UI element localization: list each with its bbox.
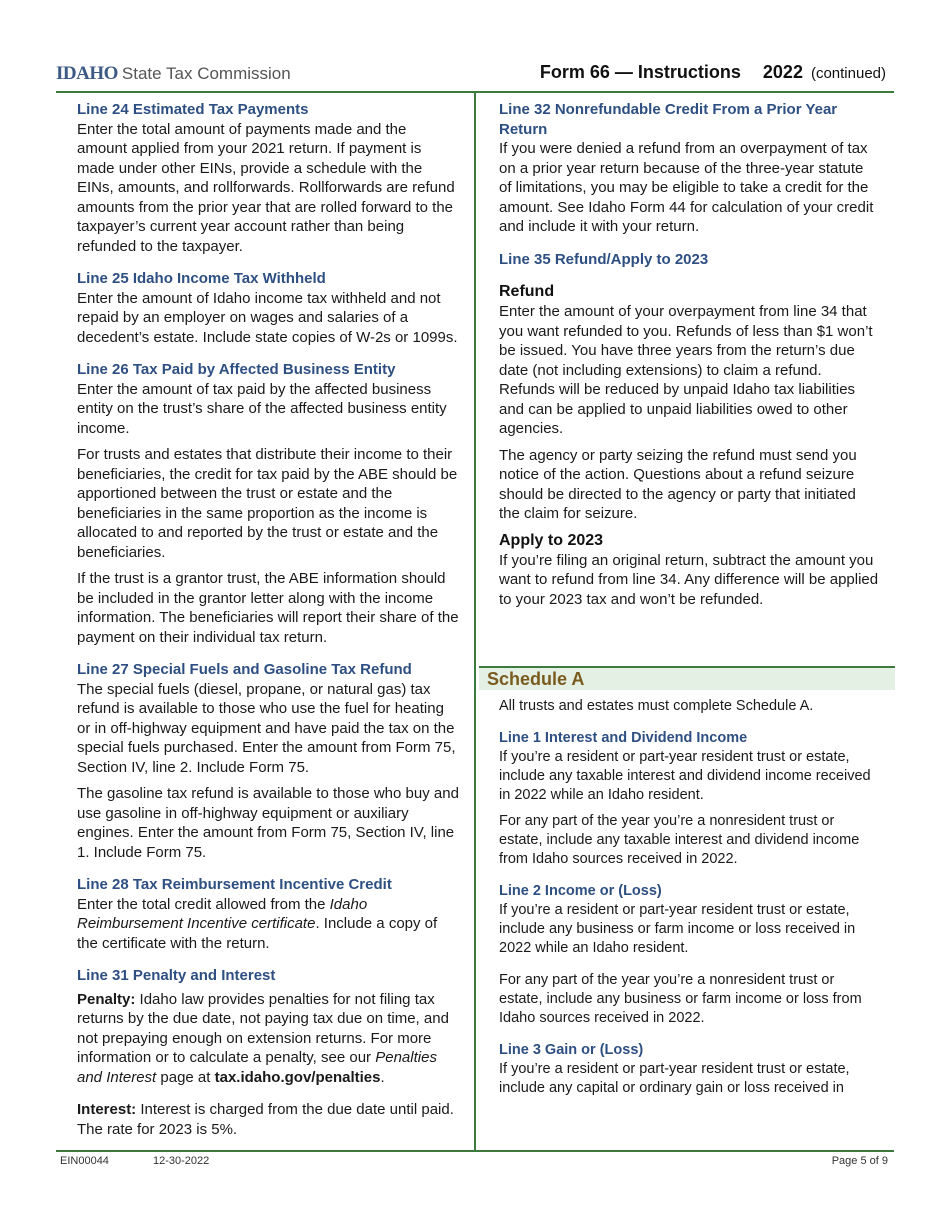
line28-body: Enter the total credit allowed from the Idaho Reimbursement Incentive certificate. Include a copy of the certificate with the return.: [77, 895, 438, 952]
line35-heading: Line 35 Refund/Apply to 2023: [499, 250, 709, 268]
penalties-page-name: Penalties and Interest: [77, 1049, 437, 1086]
schedule-a-intro: All trusts and estates must complete Schedule A.: [499, 698, 814, 714]
footer-date: 12-30-2022: [153, 1155, 210, 1167]
sched-line3-heading: Line 3 Gain or (Loss): [499, 1042, 644, 1058]
penalty-paragraph: Penalty: Idaho law provides penalties for not filing tax returns by the due date, not paying tax due on time, and not prepaying enough on extension returns. For more information or to calculate a penalty, see our Penalties and Interest page at tax.idaho.gov/penalties.: [77, 990, 449, 1086]
left-column: [77, 100, 459, 1139]
sched-line1-heading: Line 1 Interest and Dividend Income: [499, 730, 748, 746]
line32-body: If you were denied a refund from an overpayment of tax on a prior year return because of the three-year statute of limitations, you may be eligible to take a credit for the amount. See Idaho Form 44 for calculation of your credit and include it with your return.: [499, 140, 874, 235]
line26-paragraph-2: For trusts and estates that distribute their income to their beneficiaries, the credit for tax paid by the ABE should be apportioned between the trust or estate and the beneficiaries in the same proportion as the income is allocated to and reported by the trust or estate and the beneficiaries.: [77, 446, 458, 561]
refund-paragraph-2: The agency or party seizing the refund must send you notice of the action. Questions about a refund seizure should be directed to the agency or party that initiated the claim for seizure.: [499, 446, 857, 522]
line27-paragraph-1: The special fuels (diesel, propane, or natural gas) tax refund is available to those who use the fuel for heating or in off-highway equipment and have paid the tax on the special fuels purchased. Enter the amount from Form 75, Section IV, line 2. Include Form 75.: [77, 680, 456, 776]
refund-heading: Refund: [499, 283, 555, 300]
apply-body: If you’re filing an original return, subtract the amount you want to refund from line 34. Any difference will be applied to your 2023 tax and won’t be refunded.: [499, 551, 879, 608]
page-header: [56, 60, 894, 90]
line24-body: Enter the total amount of payments made and the amount applied from your 2021 return. If payment is made under other EINs, provide a schedule with the EINs, amounts, and rollforwards. Rollforwards are refund amounts from the prior year that are rolled forward to the taxpayer’s current year account rather than being refunded to the taxpayer.: [77, 120, 455, 255]
line25-heading: Line 25 Idaho Income Tax Withheld: [77, 270, 326, 287]
sched-line2-heading: Line 2 Income or (Loss): [499, 883, 662, 899]
form-year: 2022: [762, 62, 803, 82]
refund-paragraph-1: Enter the amount of your overpayment from line 34 that you want refunded to you. Refunds of less than $1 won’t be issued. You have three years from the return’s due date (not including extensions) to claim a refund. Refunds will be reduced by unpaid Idaho tax liabilities and can be applied to unpaid liabilities owed to other agencies.: [499, 303, 873, 437]
schedule-a-banner: [479, 666, 895, 690]
form-title: Form 66 — Instructions: [539, 62, 741, 82]
certificate-name: Idaho Reimbursement Incentive certificate: [77, 895, 368, 932]
sched-line2-paragraph-2: For any part of the year you’re a nonresident trust or estate, include any business or farm income or loss from Idaho sources received in 2022.: [499, 972, 862, 1026]
sched-line3-paragraph-1: If you’re a resident or part-year resident trust or estate, include any capital or ordinary gain or loss received in: [499, 1061, 850, 1096]
schedule-a-title: Schedule A: [487, 669, 585, 689]
logo-agency-name: State Tax Commission: [121, 64, 291, 83]
footer-code: EIN00044: [60, 1155, 109, 1167]
idaho-tax-commission-logo: [56, 63, 291, 85]
line27-paragraph-2: The gasoline tax refund is available to those who buy and use gasoline in off-highway equipment or auxiliary engines. Enter the amount from Form 75, Section IV, line 1. Include Form 75.: [77, 785, 459, 861]
penalties-link[interactable]: tax.idaho.gov/penalties: [214, 1068, 381, 1086]
line27-heading: Line 27 Special Fuels and Gasoline Tax Refund: [77, 661, 412, 678]
line26-heading: Line 26 Tax Paid by Affected Business Entity: [77, 361, 396, 378]
line24-heading: Line 24 Estimated Tax Payments: [77, 101, 309, 118]
penalty-label: Penalty:: [77, 990, 136, 1008]
line26-paragraph-1: Enter the amount of tax paid by the affected business entity on the trust’s share of the affected business entity income.: [77, 380, 447, 437]
right-column: [499, 100, 879, 609]
sched-line1-paragraph-2: For any part of the year you’re a nonresident trust or estate, include any taxable interest and dividend income from Idaho sources received in 2022.: [499, 813, 860, 867]
column-divider: [474, 93, 476, 1151]
apply-heading: Apply to 2023: [499, 531, 604, 549]
sched-line1-paragraph-1: If you’re a resident or part-year resident trust or estate, include any taxable interest and dividend income received in 2022 while an Idaho resident.: [499, 749, 871, 803]
line31-heading: Line 31 Penalty and Interest: [77, 967, 276, 984]
line32-heading: Line 32 Nonrefundable Credit From a Prior Year Return: [499, 101, 838, 138]
logo-idaho: IDAHO: [56, 63, 118, 84]
form-title-block: [540, 62, 886, 83]
footer-divider: [56, 1150, 894, 1152]
schedule-a-section: [499, 697, 879, 1098]
interest-paragraph: Interest: Interest is charged from the due date until paid. The rate for 2023 is 5%.: [77, 1101, 454, 1138]
line25-body: Enter the amount of Idaho income tax withheld and not repaid by an employer on wages and salaries of a decedent’s estate. Include state copies of W-2s or 1099s.: [77, 289, 458, 346]
line26-paragraph-3: If the trust is a grantor trust, the ABE information should be included in the grantor letter along with the income information. The beneficiaries will report their share of the payment on their individual tax return.: [77, 570, 459, 646]
interest-label: Interest:: [77, 1101, 137, 1118]
line28-heading: Line 28 Tax Reimbursement Incentive Credit: [77, 876, 392, 893]
footer-page-number: Page 5 of 9: [831, 1155, 888, 1167]
sched-line2-paragraph-1: If you’re a resident or part-year resident trust or estate, include any business or farm income or loss received in 2022 while an Idaho resident.: [499, 902, 856, 956]
continued-label: (continued): [810, 65, 886, 82]
